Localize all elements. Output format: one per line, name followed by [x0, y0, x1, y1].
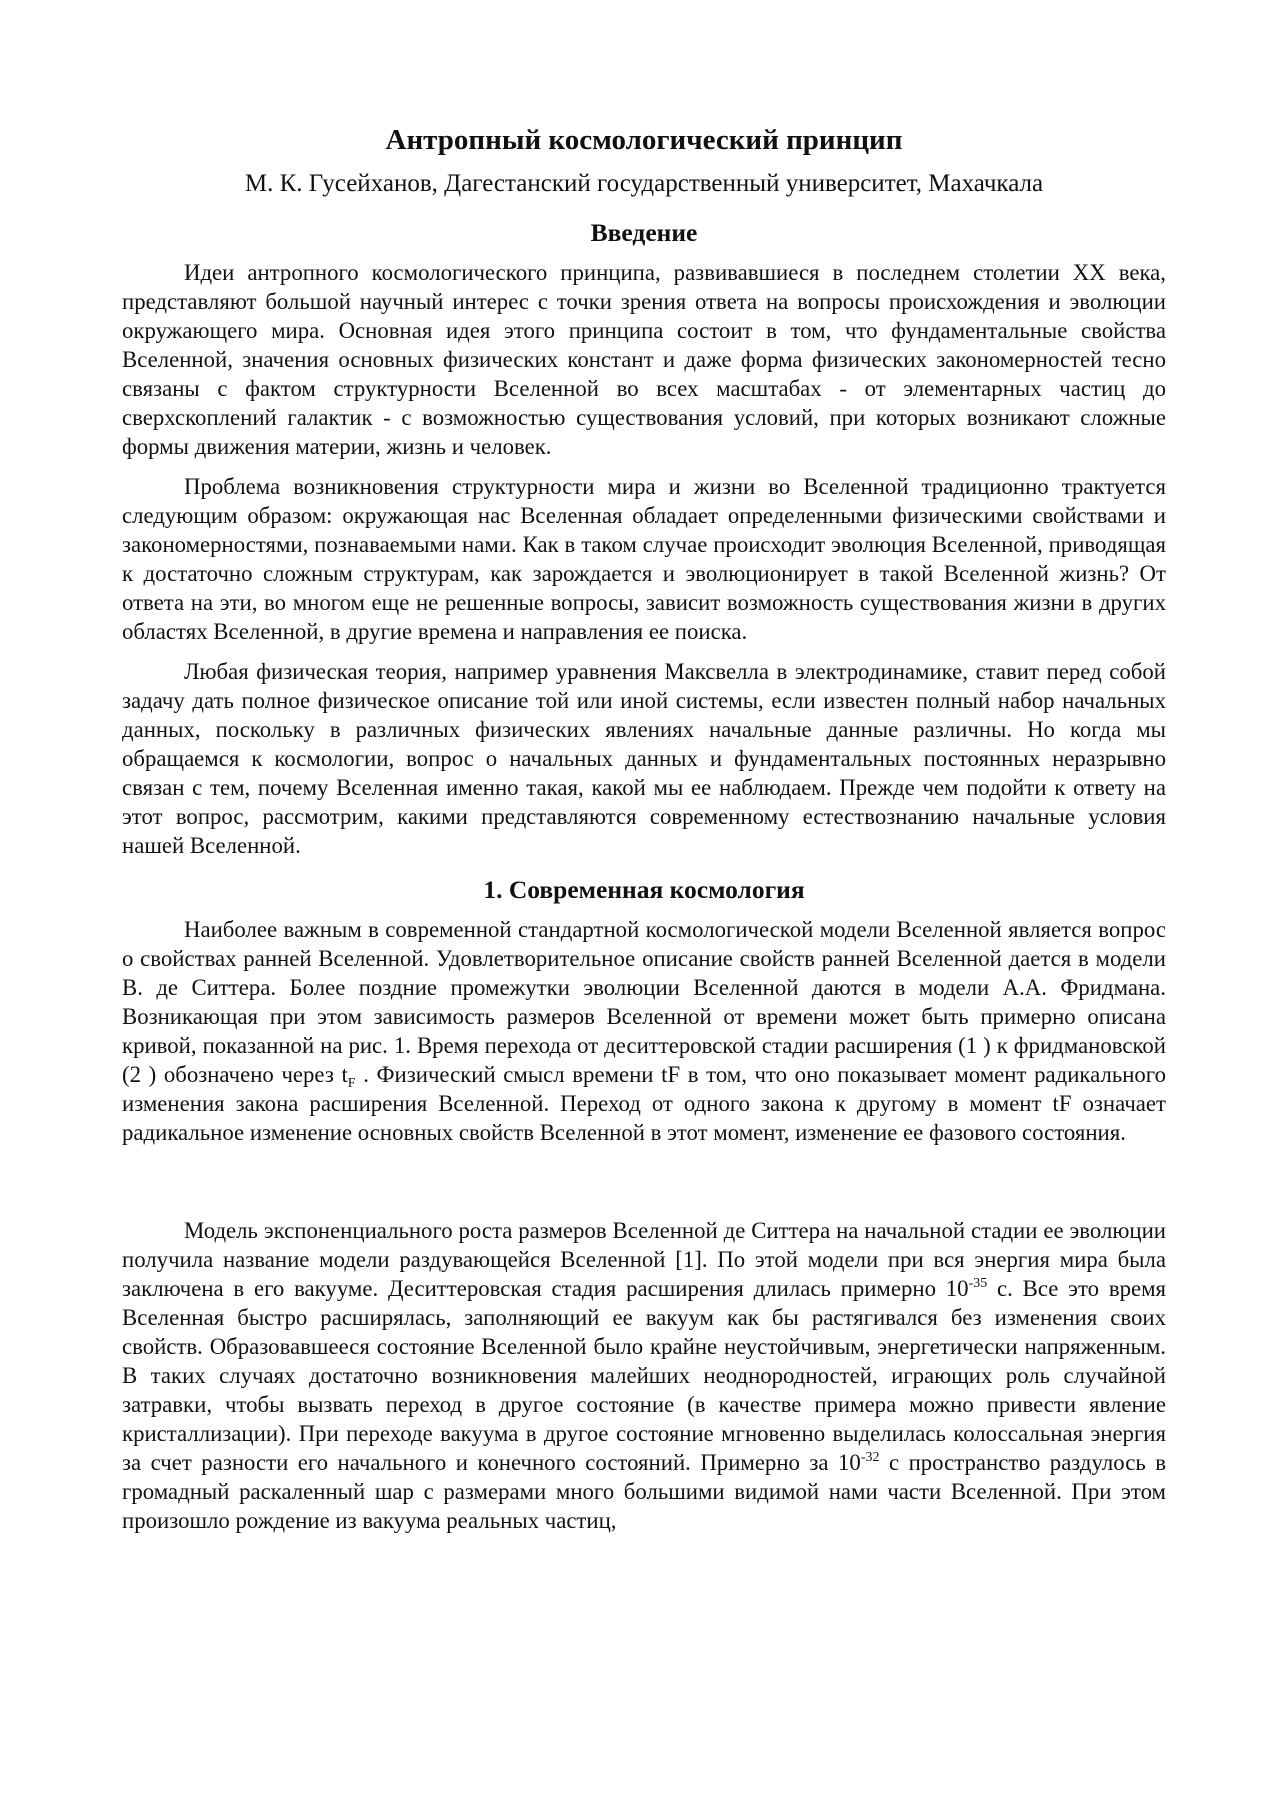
text-run: Наиболее важным в современной стандартной космологической модели Вселенной является вопрос о свойствах ранней Вселенной. Удовлетворительное описание свойств ранней Вселенной дается в модели В. де Ситтера. Более поздние промежутки эволюции Вселенной даются в модели А.А. Фридмана. Возникающая при этом зависимость размеров Вселенной от времени может быть примерно описана кривой, показанной на рис. 1. Время перехода от деситтеровской стадии расширения (1 ) к фридмановской (2 ) обозначено через t	[122, 917, 1166, 1087]
figure-gap	[122, 1158, 1166, 1216]
subscript: F	[347, 1076, 356, 1091]
section-heading-modern-cosmology: 1. Современная космология	[483, 875, 805, 904]
text-run: с пространство раздулось в громадный раскаленный шар с размерами много большими видимой нами части Вселенной. При этом произошло рождение из вакуума реальных частиц,	[122, 1450, 1167, 1533]
superscript: -35	[968, 1276, 988, 1291]
document-page	[122, 120, 1166, 1546]
cosmology-paragraph	[122, 1216, 1166, 1535]
superscript: -32	[860, 1450, 880, 1465]
section-heading-introduction: Введение	[590, 218, 698, 247]
text-run: Модель экспоненциального роста размеров Вселенной де Ситтера на начальной стадии ее эволюции получила название модели раздувающейся Вселенной [1]. По этой модели при вся энергия мира была заключена в его вакууме. Деситтеровская стадия расширения длилась примерно 10	[122, 1218, 1166, 1301]
paper-title: Антропный космологический принцип	[385, 124, 903, 156]
text-run: . Физический смысл времени tF в том, что оно показывает момент радикального изменения закона расширения Вселенной. Переход от одного закона к другому в момент tF означает радикальное изменение основных свойств Вселенной в этот момент, изменение ее фазового состояния.	[122, 1062, 1166, 1145]
paper-authors: М. К. Гусейханов, Дагестанский государственный университет, Махачкала	[244, 170, 1044, 197]
intro-paragraph: Любая физическая теория, например уравнения Максвелла в электродинамике, ставит перед собой задачу дать полное физическое описание той или иной системы, если известен полный набор начальных данных, поскольку в различных физических явлениях начальные данные различны. Но когда мы обращаемся к космологии, вопрос о начальных данных и фундаментальных постоянных неразрывно связан с тем, почему Вселенная именно такая, какой мы ее наблюдаем. Прежде чем подойти к ответу на этот вопрос, рассмотрим, какими представляются современному естествознанию начальные условия нашей Вселенной.	[122, 659, 1166, 858]
cosmology-paragraph	[122, 915, 1166, 1147]
text-run: с. Все это время Вселенная быстро расширялась, заполняющий ее вакуум как бы растягивался без изменения своих свойств. Образовавшееся состояние Вселенной было крайне неустойчивым, энергетически напряженным. В таких случаях достаточно возникновения малейших неоднородностей, играющих роль случайной затравки, чтобы вызвать переход в другое состояние (в качестве примера можно привести явление кристаллизации). При переходе вакуума в другое состояние мгновенно выделилась колоссальная энергия за счет разности его начального и конечного состояний. Примерно за 10	[122, 1276, 1167, 1475]
intro-paragraph: Проблема возникновения структурности мира и жизни во Вселенной традиционно трактуется следующим образом: окружающая нас Вселенная обладает определенными физическими свойствами и закономерностями, познаваемыми нами. Как в таком случае происходит эволюция Вселенной, приводящая к достаточно сложным структурам, как зарождается и эволюционирует в такой Вселенной жизнь? От ответа на эти, во многом еще не решенные вопросы, зависит возможность существования жизни в других областях Вселенной, в другие времена и направления ее поиска.	[122, 474, 1166, 644]
intro-paragraph: Идеи антропного космологического принципа, развивавшиеся в последнем столетии XX века, представляют большой научный интерес с точки зрения ответа на вопросы происхождения и эволюции окружающего мира. Основная идея этого принципа состоит в том, что фундаментальные свойства Вселенной, значения основных физических констант и даже форма физических закономерностей тесно связаны с фактом структурности Вселенной во всех масштабах - от элементарных частиц до сверхскоплений галактик - с возможностью существования условий, при которых возникают сложные формы движения материи, жизнь и человек.	[122, 260, 1166, 459]
